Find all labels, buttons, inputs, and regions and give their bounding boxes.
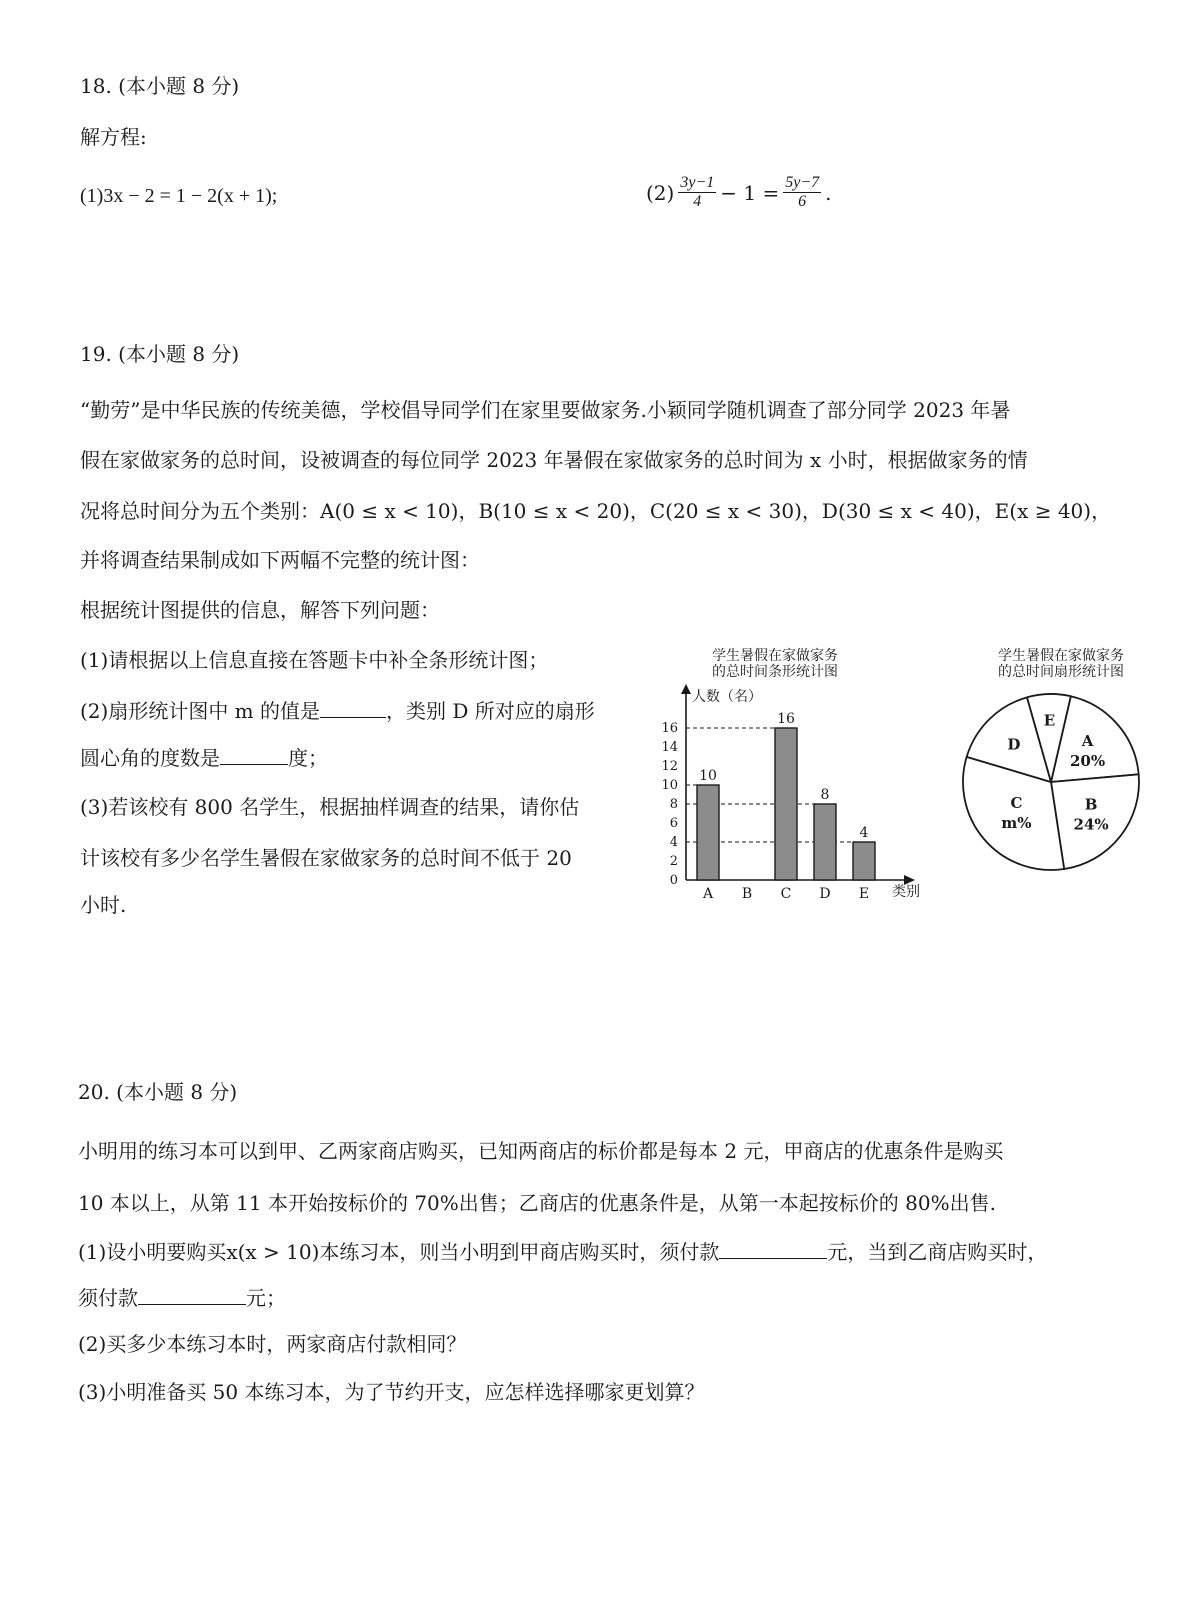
- q19-angle-blank[interactable]: [220, 746, 288, 765]
- q19-sub-2-text-a: (2)扇形统计图中 m 的值是: [80, 699, 321, 723]
- q20-store-jia-blank[interactable]: [719, 1240, 827, 1259]
- bar-chart-y-tick: 12: [661, 759, 678, 774]
- bar-chart-y-tick: 14: [661, 740, 678, 755]
- q19-sub-2-text-b: ，类别 D 所对应的扇形: [386, 699, 595, 723]
- q20-sub-3: (3)小明准备买 50 本练习本，为了节约开支，应怎样选择哪家更划算？: [78, 1380, 705, 1404]
- q19-m-blank[interactable]: [320, 699, 386, 718]
- bar-chart-xlabel: 类别: [892, 884, 920, 900]
- q19-sub-1: (1)请根据以上信息直接在答题卡中补全条形统计图；: [80, 648, 549, 672]
- q18-eq2-end: .: [825, 180, 832, 205]
- bar-a: [697, 785, 719, 880]
- bar-chart-category-d: D: [819, 886, 831, 902]
- q19-line-2: 假在家做家务的总时间，设被调查的每位同学 2023 年暑假在家做家务的总时间为 x 小时，根据做家务的情: [80, 448, 1028, 472]
- bar-chart-category-c: C: [780, 886, 792, 902]
- pie-chart-title-line-1: 学生暑假在家做家务: [998, 648, 1124, 664]
- q18-eq2-den-1: 4: [693, 193, 702, 211]
- bar-label-d: 8: [820, 787, 830, 803]
- bar-chart-y-tick: 8: [669, 797, 678, 812]
- q20-sub-1-line-1: [78, 1240, 1047, 1262]
- bar-label-e: 4: [859, 825, 869, 841]
- bar-chart-category-a: A: [702, 886, 714, 902]
- bar-d: [814, 804, 836, 880]
- bar-chart-category-e: E: [858, 886, 870, 902]
- q18-eq2-middle: − 1 =: [720, 180, 780, 205]
- pie-label-d: D: [1007, 735, 1021, 754]
- q20-sub-1-text-d: 元；: [246, 1286, 286, 1310]
- q20-sub-1-text-c: 须付款: [78, 1286, 138, 1310]
- bar-e: [853, 842, 875, 880]
- bar-label-c: 16: [777, 711, 795, 727]
- bar-label-a: 10: [699, 768, 717, 784]
- bar-chart-y-arrow: [681, 684, 691, 694]
- q19-sub-3-line-3: 小时.: [80, 893, 127, 917]
- q19-sub-2-line-1: [80, 699, 595, 721]
- pie-value-c: m%: [1001, 814, 1032, 833]
- q19-sub-2-line-2: [80, 746, 328, 768]
- pie-label-e: E: [1043, 711, 1056, 730]
- q19-line-5: 根据统计图提供的信息，解答下列问题：: [80, 598, 440, 622]
- bar-chart: [640, 640, 940, 910]
- bar-chart-y-tick: 10: [661, 778, 678, 793]
- bar-chart-title-line-2: 的总时间条形统计图: [712, 664, 838, 680]
- pie-chart-title-line-2: 的总时间扇形统计图: [998, 664, 1124, 680]
- q20-store-yi-blank[interactable]: [138, 1286, 246, 1305]
- bar-c: [775, 728, 797, 880]
- q19-line-3: 况将总时间分为五个类别：A(0 ≤ x < 10)，B(10 ≤ x < 20)，C(20 ≤ x < 30)，D(30 ≤ x < 40)，E(x ≥ 40)，: [80, 499, 1112, 523]
- q18-eq2-den-2: 6: [798, 193, 807, 211]
- q18-equation-2: [646, 174, 831, 212]
- q20-sub-2: (2)买多少本练习本时，两家商店付款相同？: [78, 1332, 467, 1356]
- bar-chart-y-tick: 6: [669, 816, 678, 831]
- bar-chart-category-b: B: [741, 886, 753, 902]
- bar-chart-ylabel: 人数（名）: [692, 689, 762, 705]
- q19-sub-2-text-c: 圆心角的度数是: [80, 746, 220, 770]
- q19-sub-3-line-2: 计该校有多少名学生暑假在家做家务的总时间不低于 20: [80, 846, 572, 870]
- bar-chart-y-tick: 0: [669, 873, 678, 888]
- bar-chart-y-tick: 2: [669, 854, 678, 869]
- q18-heading: 18. (本小题 8 分): [80, 74, 240, 98]
- bar-chart-title-line-1: 学生暑假在家做家务: [712, 648, 838, 664]
- q18-eq2-num-1: 3y−1: [678, 174, 716, 193]
- pie-chart: [955, 640, 1155, 880]
- q19-line-1: “勤劳”是中华民族的传统美德，学校倡导同学们在家里要做家务.小颖同学随机调查了部分同学 2023 年暑: [80, 398, 1011, 422]
- pie-label-a: A: [1081, 732, 1094, 751]
- q19-heading: 19. (本小题 8 分): [80, 342, 240, 366]
- q20-line-2: 10 本以上，从第 11 本开始按标价的 70%出售；乙商店的优惠条件是，从第一本起按标价的 80%出售.: [78, 1191, 996, 1215]
- q20-heading: 20. (本小题 8 分): [78, 1080, 238, 1104]
- q20-sub-1-text-b: 元，当到乙商店购买时，: [827, 1240, 1048, 1264]
- pie-value-a: 20%: [1069, 752, 1106, 771]
- bar-chart-y-tick: 16: [661, 721, 678, 736]
- q20-sub-1-line-2: [78, 1286, 286, 1308]
- q18-eq2-num-2: 5y−7: [783, 174, 821, 193]
- bar-chart-y-tick: 4: [669, 835, 678, 850]
- pie-value-b: 24%: [1073, 815, 1109, 834]
- q19-sub-2-text-d: 度；: [288, 746, 328, 770]
- q20-sub-1-text-a: (1)设小明要购买x(x > 10)本练习本，则当小明到甲商店购买时，须付款: [78, 1240, 720, 1264]
- pie-label-c: C: [1010, 794, 1023, 813]
- q18-eq2-prefix: (2): [646, 180, 675, 205]
- pie-label-b: B: [1084, 795, 1098, 814]
- q18-equation-1: (1)3x − 2 = 1 − 2(x + 1);: [80, 185, 278, 207]
- q18-eq2-fraction-1: [678, 174, 716, 212]
- q20-line-1: 小明用的练习本可以到甲、乙两家商店购买，已知两商店的标价都是每本 2 元，甲商店的优惠条件是购买: [78, 1139, 1004, 1163]
- q19-sub-3-line-1: (3)若该校有 800 名学生，根据抽样调查的结果，请你估: [80, 795, 580, 819]
- q18-eq2-fraction-2: [783, 174, 821, 212]
- q19-line-4: 并将调查结果制成如下两幅不完整的统计图：: [80, 548, 480, 572]
- q18-intro: 解方程:: [80, 125, 147, 149]
